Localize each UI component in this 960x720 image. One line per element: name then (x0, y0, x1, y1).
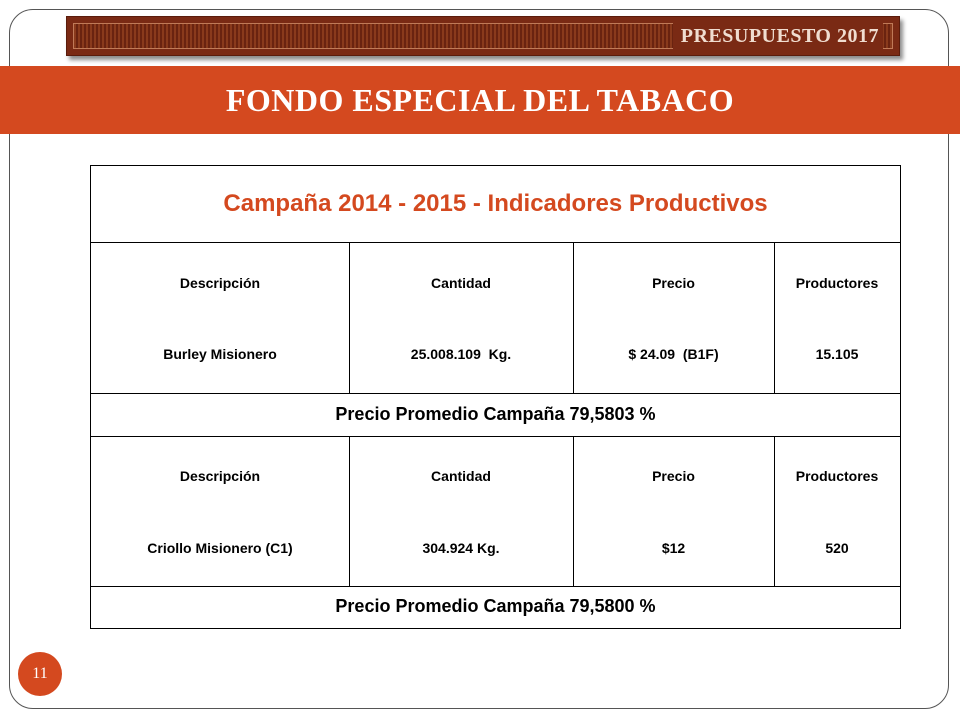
summary-text: Precio Promedio Campaña 79,5803 % (335, 404, 656, 424)
value-productores: 15.105 (815, 346, 859, 362)
header-cantidad: Cantidad (431, 275, 491, 291)
value-precio: $ 24.09 (B1F) (628, 346, 719, 362)
col-cantidad (349, 242, 573, 393)
col-cantidad (349, 436, 573, 586)
value-cantidad: 304.924 Kg. (422, 540, 500, 556)
header-cantidad: Cantidad (431, 468, 491, 484)
badge-label: PRESUPUESTO 2017 (673, 17, 883, 55)
col-descripcion (91, 242, 349, 393)
header-descripcion: Descripción (179, 275, 261, 291)
header-descripcion: Descripción (179, 468, 261, 484)
value-descripcion: Criollo Misionero (C1) (147, 540, 293, 556)
budget-badge (66, 16, 900, 56)
value-productores: 520 (825, 540, 849, 556)
page-number: 11 (18, 652, 62, 696)
col-descripcion (91, 436, 349, 586)
value-descripcion: Burley Misionero (163, 346, 277, 362)
value-cantidad: 25.008.109 Kg. (410, 346, 512, 362)
title-band (0, 66, 960, 134)
summary-text: Precio Promedio Campaña 79,5800 % (335, 596, 656, 616)
col-precio (573, 436, 774, 586)
col-productores (774, 436, 900, 586)
campaign-title-row (91, 166, 900, 243)
header-precio: Precio (652, 468, 695, 484)
section2-grid (91, 436, 900, 587)
col-productores (774, 242, 900, 393)
header-productores: Productores (795, 468, 879, 484)
summary-row-1 (91, 393, 900, 437)
value-precio: $12 (661, 540, 686, 556)
col-precio (573, 242, 774, 393)
campaign-title: Campaña 2014 - 2015 - Indicadores Productivos (223, 190, 768, 217)
indicators-table (90, 165, 901, 629)
section1-grid (91, 242, 900, 394)
summary-row-2 (91, 586, 900, 627)
header-productores: Productores (795, 275, 879, 291)
page-title: FONDO ESPECIAL DEL TABACO (225, 82, 735, 118)
header-precio: Precio (652, 275, 695, 291)
